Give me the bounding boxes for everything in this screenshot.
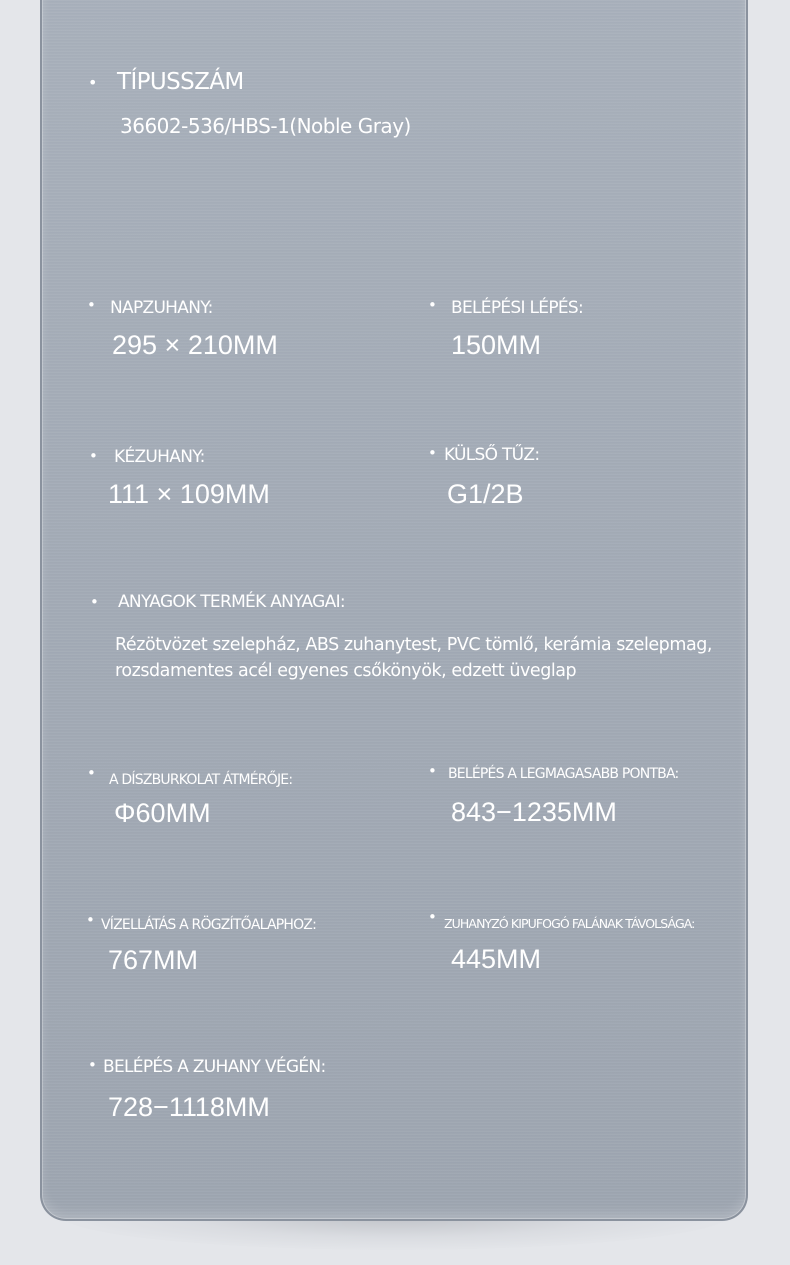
bullet-icon: •	[86, 911, 95, 929]
hand-shower-value: 111 × 109MM	[108, 479, 270, 509]
cover-diameter-value: Φ60MM	[114, 798, 211, 828]
outer-thread-label: KÜLSŐ TŰZ:	[444, 445, 540, 465]
bullet-icon: •	[90, 593, 99, 611]
bullet-icon: •	[87, 764, 96, 782]
top-shower-value: 295 × 210MM	[112, 330, 278, 360]
bullet-icon: •	[428, 908, 437, 926]
inlet-highest-value: 843−1235MM	[451, 797, 617, 827]
inlet-end-label: BELÉPÉS A ZUHANY VÉGÉN:	[103, 1057, 326, 1077]
cover-diameter-label: A DÍSZBURKOLAT ÁTMÉRŐJE:	[109, 772, 293, 788]
materials-line-1: Rézötvözet szelepház, ABS zuhanytest, PVC tömlő, kerámia szelepmag,	[115, 635, 712, 655]
top-shower-label: NAPZUHANY:	[110, 298, 213, 318]
outlet-distance-label: ZUHANYZÓ KIPUFOGÓ FALÁNAK TÁVOLSÁGA:	[444, 916, 695, 931]
bullet-icon: •	[89, 447, 98, 465]
spec-card	[40, 0, 748, 1221]
water-supply-value: 767MM	[108, 945, 199, 975]
bullet-icon: •	[88, 73, 98, 92]
water-supply-label: VÍZELLÁTÁS A RÖGZÍTŐALAPHOZ:	[101, 917, 317, 933]
materials-label: ANYAGOK TERMÉK ANYAGAI:	[118, 592, 345, 612]
materials-line-2: rozsdamentes acél egyenes csőkönyök, edzett üveglap	[115, 661, 577, 681]
model-label: TÍPUSSZÁM	[117, 69, 244, 95]
bullet-icon: •	[428, 444, 437, 462]
outer-thread-value: G1/2B	[447, 479, 524, 509]
bullet-icon: •	[428, 762, 437, 780]
bullet-icon: •	[428, 296, 437, 314]
outlet-distance-value: 445MM	[451, 944, 542, 974]
inlet-highest-label: BELÉPÉS A LEGMAGASABB PONTBA:	[448, 766, 679, 782]
inlet-end-value: 728−1118MM	[108, 1092, 270, 1122]
hand-shower-label: KÉZUHANY:	[114, 447, 205, 467]
bullet-icon: •	[88, 1056, 97, 1074]
bullet-icon: •	[87, 296, 96, 314]
model-value: 36602-536/HBS-1(Noble Gray)	[120, 114, 411, 138]
inlet-step-label: BELÉPÉSI LÉPÉS:	[451, 298, 584, 318]
inlet-step-value: 150MM	[451, 330, 542, 360]
